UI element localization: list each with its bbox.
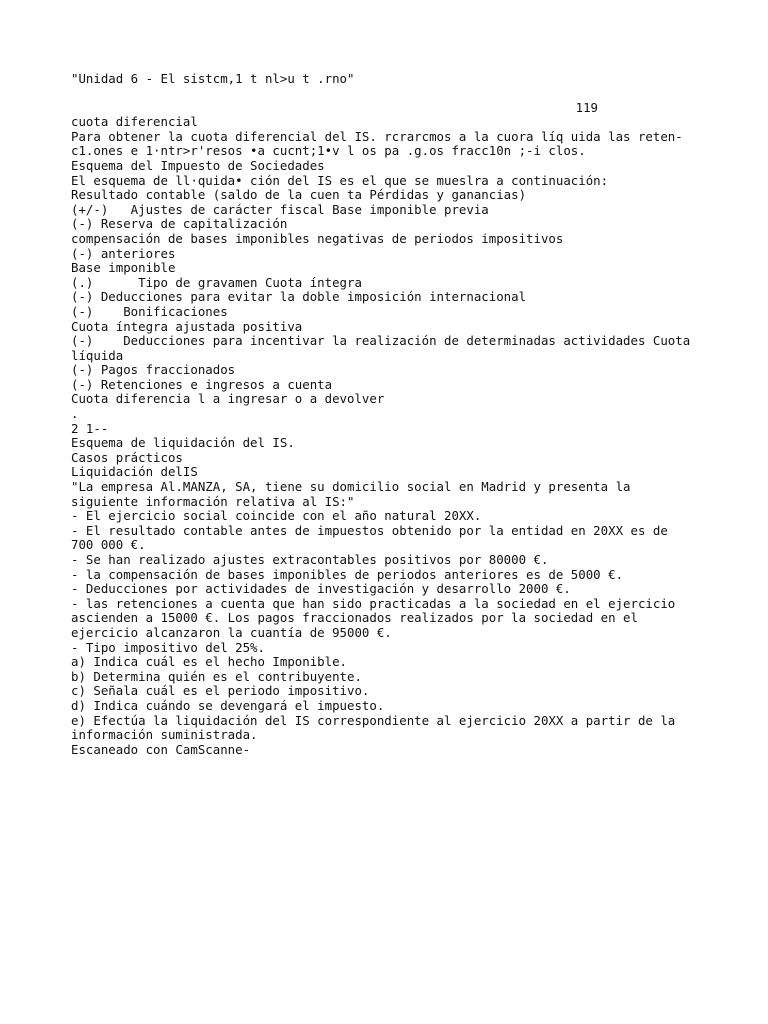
text-line: . <box>71 406 79 422</box>
text-line: Resultado contable (saldo de la cuen ta Pérdidas y ganancias) <box>71 187 527 203</box>
text-line: c) Señala cuál es el periodo impositivo. <box>71 683 370 699</box>
text-line: cuota diferencial <box>71 114 198 130</box>
text-line: Esquema de liquidación del IS. <box>71 435 295 451</box>
text-line: (-) Deducciones para incentivar la realización de determinadas actividades Cuota <box>71 333 691 349</box>
document-page <box>71 72 731 757</box>
text-line: e) Efectúa la liquidación del IS correspondiente al ejercicio 20XX a partir de la <box>71 712 676 728</box>
text-line: Base imponible <box>71 260 176 276</box>
text-line: (-) Pagos fraccionados <box>71 362 236 378</box>
text-line: - El resultado contable antes de impuestos obtenido por la entidad en 20XX es de <box>71 522 668 538</box>
text-line: - las retenciones a cuenta que han sido practicadas a la sociedad en el ejercicio <box>71 595 676 611</box>
document-header: "Unidad 6 - El sistcm,1 t nl>u t .rno" <box>71 71 355 86</box>
text-line: El esquema de ll·quida• ción del IS es el que se mueslra a continuación: <box>71 172 609 188</box>
text-line: d) Indica cuándo se devengará el impuesto. <box>71 697 385 713</box>
text-line: c1.ones e 1·ntr>r'resos •a cucnt;1•v l os pa .g.os fracc10n ;-i clos. <box>71 143 586 159</box>
text-line: "La empresa Al.MANZA, SA, tiene su domicilio social en Madrid y presenta la <box>71 479 631 495</box>
text-line: a) Indica cuál es el hecho Imponible. <box>71 654 348 670</box>
text-line: ascienden a 15000 €. Los pagos fraccionados realizados por la sociedad en el <box>71 610 638 626</box>
text-line: líquida <box>71 347 124 363</box>
text-line: Escaneado con CamScanne- <box>71 741 251 757</box>
text-line: - Se han realizado ajustes extracontables positivos por 80000 €. <box>71 552 549 567</box>
text-line: Liquidación delIS <box>71 464 198 480</box>
text-line: Esquema del Impuesto de Sociedades <box>71 157 325 173</box>
text-line: (-) Reserva de capitalización <box>71 216 288 232</box>
text-line: b) Determina quién es el contribuyente. <box>71 668 362 684</box>
text-line: (-) Bonificaciones <box>71 303 228 319</box>
text-line: (-) Deducciones para evitar la doble imposición internacional <box>71 289 527 305</box>
text-line: - Deducciones por actividades de investigación y desarrollo 2000 €. <box>71 581 571 597</box>
text-line: (-) Retenciones e ingresos a cuenta <box>71 376 333 392</box>
text-line: 700 000 €. <box>71 537 146 553</box>
document-body <box>71 115 731 757</box>
text-line: siguiente información relativa al IS:" <box>71 493 355 509</box>
text-line: ejercicio alcanzaron la cuantía de 95000 €. <box>71 624 392 640</box>
text-line: - Tipo impositivo del 25%. <box>71 639 265 655</box>
text-line: Casos prácticos <box>71 449 183 465</box>
page-number: 119 <box>575 99 598 115</box>
text-line: 2 1-- <box>71 420 109 436</box>
text-line: (-) anteriores <box>71 245 176 261</box>
text-line: (+/-) Ajustes de carácter fiscal Base imponible previa <box>71 201 489 217</box>
text-line: compensación de bases imponibles negativas de periodos impositivos <box>71 230 564 246</box>
text-line: Para obtener la cuota diferencial del IS. rcrarcmos a la cuora líq uida las reten- <box>71 128 683 144</box>
text-line: información suministrada. <box>71 727 258 743</box>
text-line: (.) Tipo de gravamen Cuota íntegra <box>71 274 362 290</box>
text-line: Cuota íntegra ajustada positiva <box>71 318 303 334</box>
text-line: Cuota diferencia l a ingresar o a devolver <box>71 391 385 407</box>
text-line: - la compensación de bases imponibles de periodos anteriores es de 5000 €. <box>71 566 624 582</box>
text-line: - El ejercicio social coincide con el año natural 20XX. <box>71 508 482 524</box>
